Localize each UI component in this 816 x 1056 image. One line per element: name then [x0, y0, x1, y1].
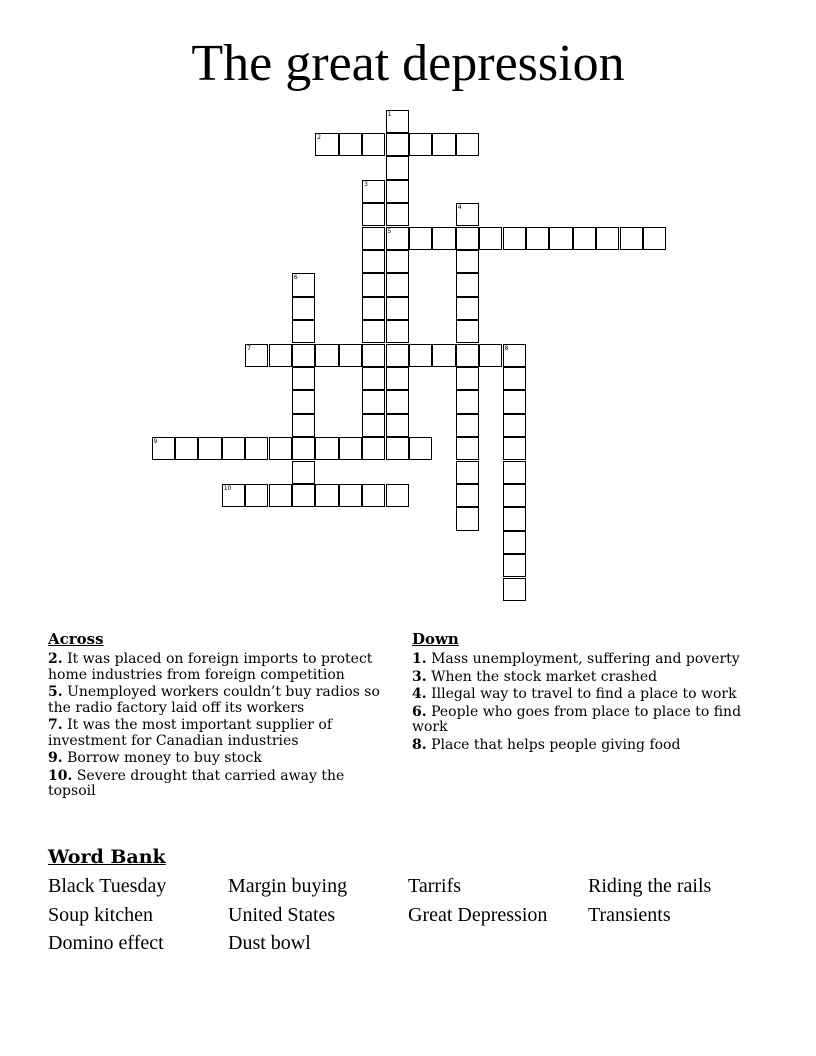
grid-cell[interactable] — [292, 390, 315, 413]
grid-cell[interactable] — [503, 461, 526, 484]
grid-cell[interactable] — [386, 344, 409, 367]
grid-cell[interactable] — [269, 344, 292, 367]
grid-cell[interactable] — [362, 344, 385, 367]
clue-text: Severe drought that carried away the topsoil — [48, 767, 345, 799]
word-bank-item: United States — [228, 903, 336, 926]
down-clue — [412, 738, 757, 754]
word-bank-item: Riding the rails — [588, 875, 712, 897]
grid-cell[interactable] — [362, 273, 385, 296]
grid-cell[interactable] — [386, 227, 409, 250]
grid-cell[interactable] — [269, 484, 292, 507]
grid-cell[interactable] — [339, 133, 362, 156]
grid-cell[interactable] — [339, 484, 362, 507]
grid-cell[interactable] — [456, 461, 479, 484]
clue-number: 10. — [48, 767, 73, 784]
grid-cell[interactable] — [503, 507, 526, 530]
grid-cell[interactable] — [456, 507, 479, 530]
grid-cell[interactable] — [456, 227, 479, 250]
grid-cell[interactable] — [386, 250, 409, 273]
grid-cell[interactable] — [152, 437, 175, 460]
clue-number: 3. — [412, 668, 427, 685]
grid-cell[interactable] — [362, 437, 385, 460]
across-heading: Across — [48, 630, 104, 648]
grid-cell[interactable] — [315, 344, 338, 367]
grid-cell[interactable] — [339, 437, 362, 460]
grid-cell[interactable] — [386, 437, 409, 460]
grid-cell[interactable] — [620, 227, 643, 250]
clue-number: 9. — [48, 750, 63, 766]
grid-cell[interactable] — [456, 484, 479, 507]
down-clues — [412, 630, 757, 755]
clue-number: 7. — [48, 717, 63, 733]
clue-number: 1. — [412, 651, 427, 667]
word-bank-item: Transients — [588, 903, 671, 926]
grid-cell[interactable] — [386, 110, 409, 133]
grid-cell[interactable] — [292, 437, 315, 460]
grid-cell[interactable] — [269, 437, 292, 460]
word-bank-item: Tarrifs — [408, 875, 462, 897]
grid-cell[interactable] — [503, 554, 526, 577]
clue-number: 4 — [457, 204, 462, 212]
clue-number: 3 — [364, 180, 368, 188]
down-clue — [412, 652, 757, 668]
grid-cell[interactable] — [292, 297, 315, 320]
clue-number: 6 — [293, 274, 298, 282]
grid-cell[interactable] — [362, 203, 385, 226]
word-bank-heading: Word Bank — [48, 846, 166, 868]
grid-cell[interactable] — [292, 367, 315, 390]
clue-number: 9 — [153, 438, 158, 446]
grid-cell[interactable] — [245, 344, 268, 367]
grid-cell[interactable] — [362, 133, 385, 156]
grid-cell[interactable] — [456, 437, 479, 460]
grid-cell[interactable] — [362, 390, 385, 413]
grid-cell[interactable] — [198, 437, 221, 460]
grid-cell[interactable] — [362, 414, 385, 437]
word-bank-item: Domino effect — [48, 932, 164, 954]
grid-cell[interactable] — [456, 133, 479, 156]
grid-cell[interactable] — [456, 414, 479, 437]
grid-cell[interactable] — [479, 227, 502, 250]
grid-cell[interactable] — [643, 227, 666, 250]
grid-cell[interactable] — [292, 273, 315, 296]
clue-text: It was the most important supplier of investment for Canadian industries — [48, 717, 333, 749]
grid-cell[interactable] — [409, 344, 432, 367]
grid-cell[interactable] — [362, 227, 385, 250]
grid-cell[interactable] — [292, 414, 315, 437]
grid-cell[interactable] — [573, 227, 596, 250]
across-clues — [48, 630, 393, 802]
grid-cell[interactable] — [362, 250, 385, 273]
grid-cell[interactable] — [315, 133, 338, 156]
grid-cell[interactable] — [456, 367, 479, 390]
grid-cell[interactable] — [432, 344, 455, 367]
grid-cell[interactable] — [503, 531, 526, 554]
clue-text: Mass unemployment, suffering and poverty — [431, 651, 740, 667]
across-clue — [48, 685, 393, 716]
down-clue — [412, 670, 757, 686]
grid-cell[interactable] — [175, 437, 198, 460]
grid-cell[interactable] — [222, 437, 245, 460]
across-clue — [48, 718, 393, 749]
grid-cell[interactable] — [386, 156, 409, 179]
grid-cell[interactable] — [386, 203, 409, 226]
word-bank — [48, 872, 768, 958]
clue-number: 7 — [247, 344, 251, 352]
grid-cell[interactable] — [386, 390, 409, 413]
grid-cell[interactable] — [432, 227, 455, 250]
grid-cell[interactable] — [503, 344, 526, 367]
grid-cell[interactable] — [362, 180, 385, 203]
grid-cell[interactable] — [292, 461, 315, 484]
grid-cell[interactable] — [245, 437, 268, 460]
word-bank-item: Great Depression — [408, 903, 548, 926]
grid-cell[interactable] — [386, 180, 409, 203]
clue-number: 2. — [48, 651, 63, 667]
word-bank-item: Soup kitchen — [48, 903, 153, 926]
grid-cell[interactable] — [315, 437, 338, 460]
grid-cell[interactable] — [503, 484, 526, 507]
clue-text: Illegal way to travel to find a place to work — [431, 686, 737, 702]
down-heading: Down — [412, 630, 459, 648]
grid-cell[interactable] — [386, 297, 409, 320]
grid-cell[interactable] — [456, 390, 479, 413]
grid-cell[interactable] — [386, 414, 409, 437]
clue-text: Unemployed workers couldn’t buy radios so the radio factory laid off its workers — [48, 684, 380, 716]
grid-cell[interactable] — [409, 133, 432, 156]
clue-number: 2 — [317, 133, 322, 141]
down-clue — [412, 705, 757, 736]
word-bank-item: Dust bowl — [228, 932, 311, 954]
clue-number: 10 — [223, 484, 232, 492]
across-clue — [48, 652, 393, 683]
grid-cell[interactable] — [526, 227, 549, 250]
grid-cell[interactable] — [456, 250, 479, 273]
clue-number: 8. — [412, 736, 427, 753]
clue-text: When the stock market crashed — [431, 668, 658, 685]
grid-cell[interactable] — [315, 484, 338, 507]
across-clue — [48, 769, 393, 800]
grid-cell[interactable] — [596, 227, 619, 250]
word-bank-item: Black Tuesday — [48, 875, 167, 897]
grid-cell[interactable] — [386, 273, 409, 296]
grid-cell[interactable] — [503, 578, 526, 601]
across-clue — [48, 751, 393, 767]
clue-number: 5. — [48, 684, 63, 700]
grid-cell[interactable] — [362, 320, 385, 343]
grid-cell[interactable] — [386, 484, 409, 507]
grid-cell[interactable] — [386, 133, 409, 156]
grid-cell[interactable] — [386, 320, 409, 343]
grid-cell[interactable] — [339, 344, 362, 367]
clue-number: 8 — [504, 344, 509, 352]
down-clue — [412, 687, 757, 703]
page-title: The great depression — [191, 35, 625, 92]
word-bank-item: Margin buying — [228, 875, 348, 897]
grid-cell[interactable] — [409, 227, 432, 250]
grid-cell[interactable] — [503, 414, 526, 437]
grid-cell[interactable] — [503, 390, 526, 413]
clue-number: 6. — [412, 703, 427, 720]
grid-cell[interactable] — [362, 484, 385, 507]
clue-number: 1 — [387, 110, 392, 118]
grid-cell[interactable] — [292, 344, 315, 367]
grid-cell[interactable] — [456, 344, 479, 367]
clue-number: 5 — [387, 227, 392, 235]
grid-cell[interactable] — [386, 367, 409, 390]
grid-cell[interactable] — [292, 320, 315, 343]
grid-cell[interactable] — [245, 484, 268, 507]
grid-cell[interactable] — [409, 437, 432, 460]
grid-cell[interactable] — [456, 297, 479, 320]
grid-cell[interactable] — [362, 297, 385, 320]
grid-cell[interactable] — [503, 437, 526, 460]
grid-cell[interactable] — [456, 320, 479, 343]
clue-text: Place that helps people giving food — [431, 736, 681, 753]
grid-cell[interactable] — [222, 484, 245, 507]
grid-cell[interactable] — [432, 133, 455, 156]
clue-number: 4. — [412, 686, 427, 702]
grid-cell[interactable] — [549, 227, 572, 250]
grid-cell[interactable] — [456, 273, 479, 296]
grid-cell[interactable] — [503, 227, 526, 250]
clue-text: People who goes from place to place to find work — [412, 703, 742, 735]
clue-text: It was placed on foreign imports to protect home industries from foreign competition — [48, 651, 373, 683]
clue-text: Borrow money to buy stock — [67, 750, 262, 766]
grid-cell[interactable] — [503, 367, 526, 390]
grid-cell[interactable] — [479, 344, 502, 367]
grid-cell[interactable] — [456, 203, 479, 226]
grid-cell[interactable] — [292, 484, 315, 507]
grid-cell[interactable] — [362, 367, 385, 390]
